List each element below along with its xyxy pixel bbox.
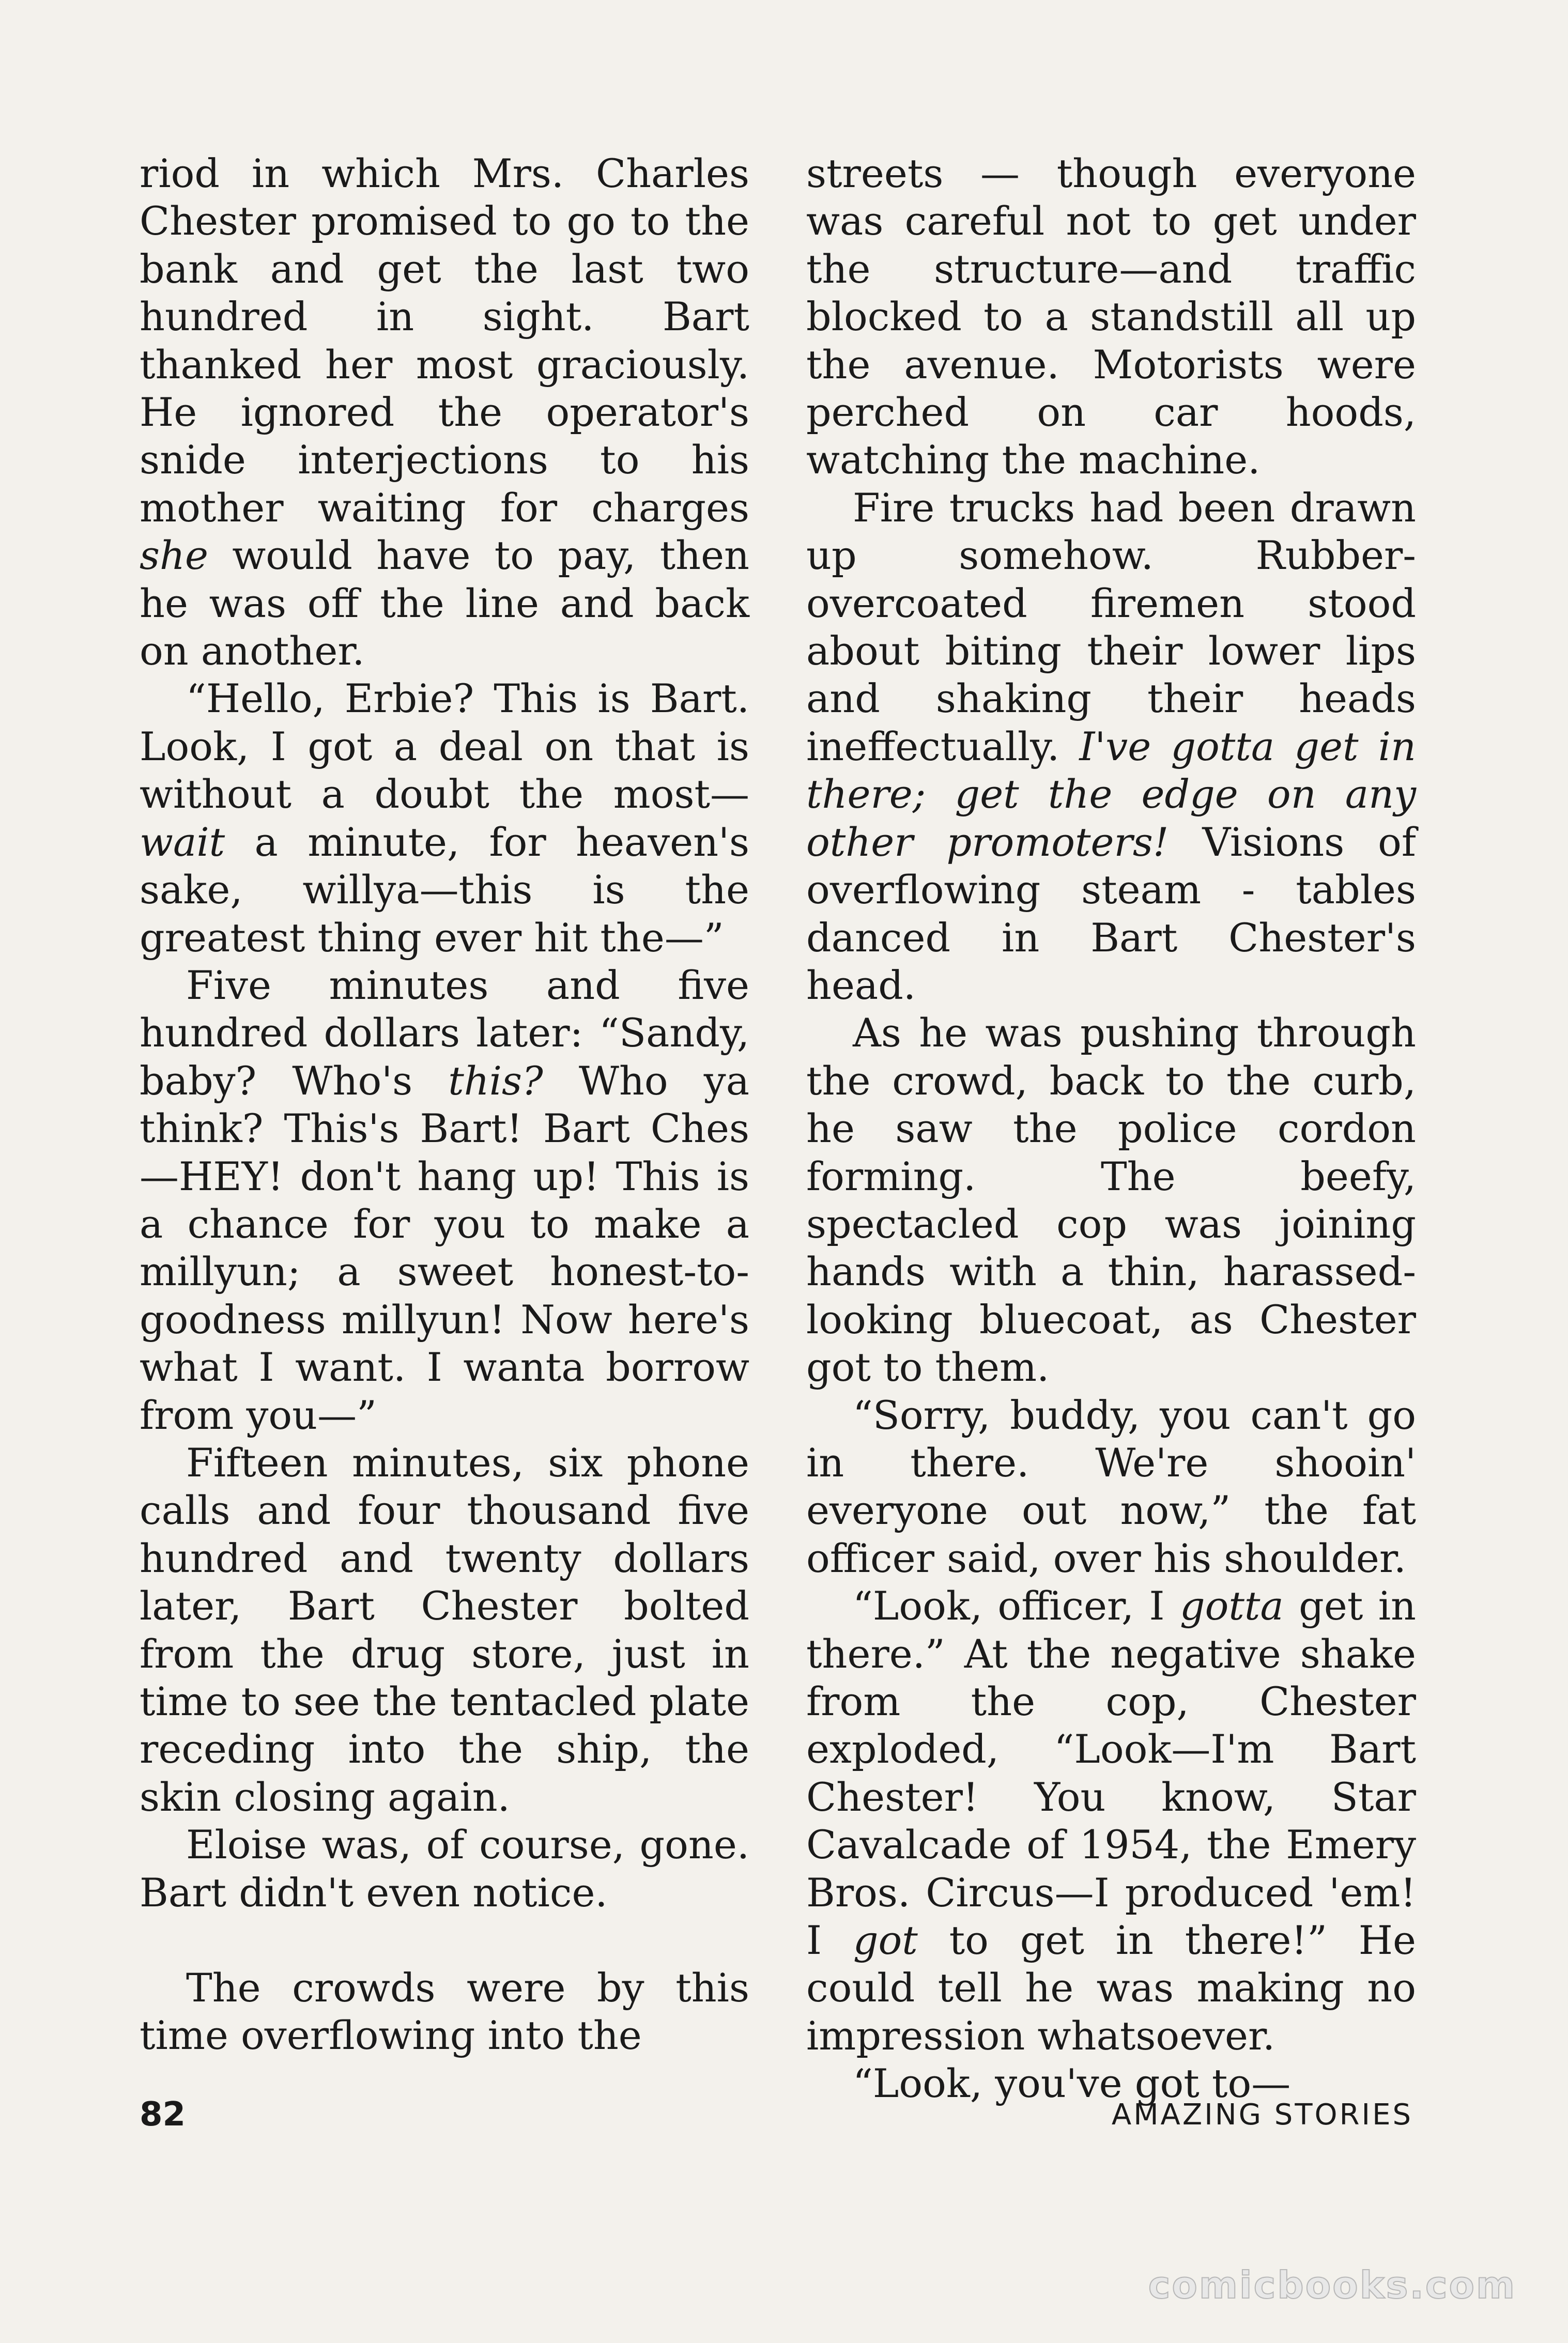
paragraph: Fire trucks had been drawn up somehow. Rubber-overcoated firemen stood about biting their lower lips and shaking their heads ineffectually. I've gotta get in there; get the edge on any other promoters! Visions of overflowing steam - tables danced in Bart Chester's head. xyxy=(806,484,1416,1008)
watermark: comicbooks.com xyxy=(1148,2263,1516,2307)
paragraph: Five minutes and five hundred dollars later: “Sandy, baby? Who's this? Who ya think? This's Bart! Bart Ches—HEY! don't hang up! This is a chance for you to make a millyun; a sweet honest-to-goodness millyun! Now here's what I want. I wanta borrow from you—” xyxy=(140,962,749,1438)
paragraph: Eloise was, of course, gone. Bart didn't even notice. xyxy=(140,1822,749,1916)
paragraph: “Hello, Erbie? This is Bart. Look, I got a deal on that is without a doubt the most—wait a minute, for heaven's sake, willya—this is the greatest thing ever hit the—” xyxy=(140,675,749,961)
paragraph: Fifteen minutes, six phone calls and four thousand five hundred and twenty dollars later, Bart Chester bolted from the drug store, just in time to see the tentacled plate receding into the ship, the skin closing again. xyxy=(140,1439,749,1820)
paragraph: streets — though everyone was careful not to get under the structure—and traffic blocked to a standstill all up the avenue. Motorists were perched on car hoods, watching the machine. xyxy=(806,150,1416,483)
paragraph: “Look, officer, I gotta get in there.” At the negative shake from the cop, Chester exploded, “Look—I'm Bart Chester! You know, Star Cavalcade of 1954, the Emery Bros. Circus—I produced 'em! I got to get in there!” He could tell he was making no impression whatsoever. xyxy=(806,1583,1416,2059)
left-column xyxy=(140,150,749,2060)
paragraph: The crowds were by this time overflowing into the xyxy=(140,1965,749,2059)
page-number: 82 xyxy=(140,2095,186,2134)
paragraph: riod in which Mrs. Charles Chester promised to go to the bank and get the last two hundred in sight. Bart thanked her most graciously. He ignored the operator's snide interjections to his mother waiting for charges she would have to pay, then he was off the line and back on another. xyxy=(140,150,749,674)
magazine-title: AMAZING STORIES xyxy=(1111,2098,1413,2132)
paragraph: As he was pushing through the crowd, back to the curb, he saw the police cordon forming. The beefy, spectacled cop was joining hands with a thin, harassed-looking bluecoat, as Chester got to them. xyxy=(806,1010,1416,1391)
paragraph: “Look, you've got to— xyxy=(853,2060,1291,2107)
right-column xyxy=(806,150,1416,2108)
paragraph: “Sorry, buddy, you can't go in there. We're shooin' everyone out now,” the fat officer said, over his shoulder. xyxy=(806,1392,1416,1581)
